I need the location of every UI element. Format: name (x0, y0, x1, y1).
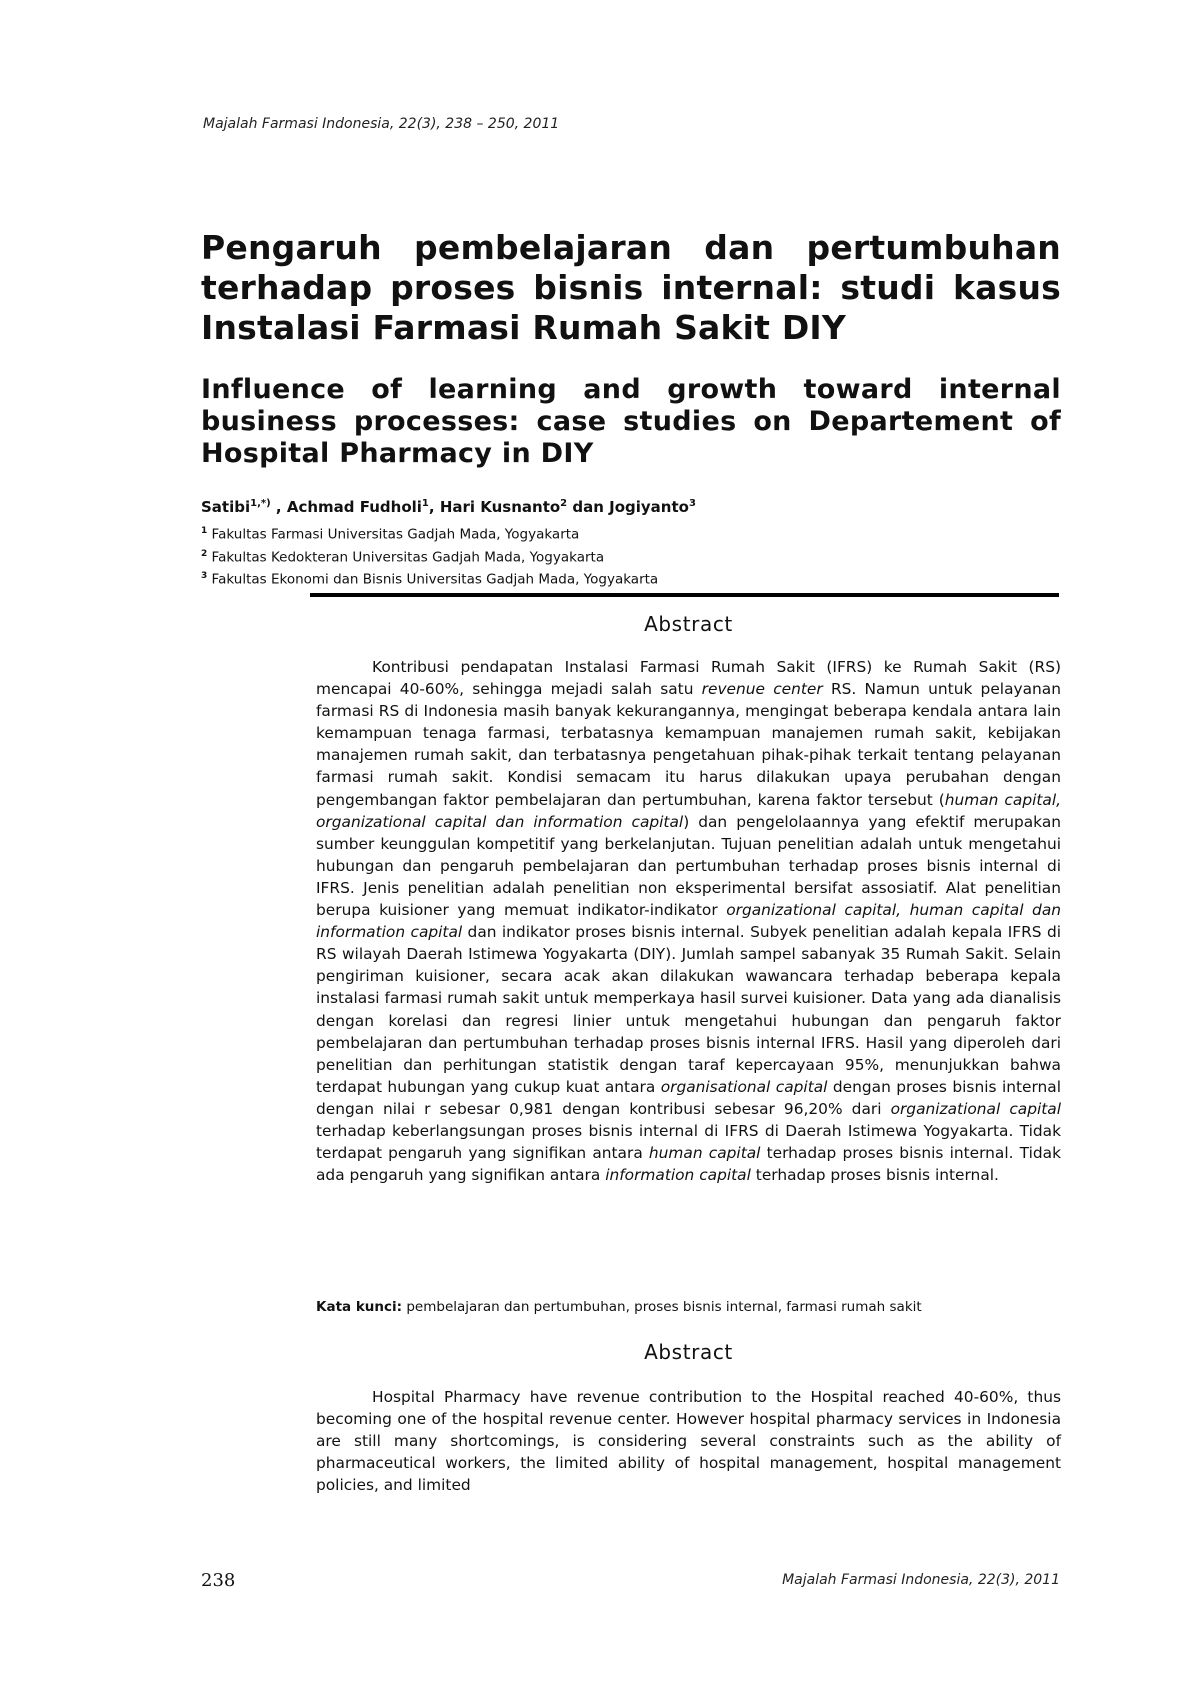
author-separator: , (270, 498, 287, 516)
author-name: Achmad Fudholi (286, 498, 422, 516)
author-list (201, 498, 696, 516)
abstract-text-segment: terhadap proses bisnis internal. Tidak ada pengaruh yang signifikan antara (316, 1144, 1061, 1185)
running-header-citation: Majalah Farmasi Indonesia, 22(3), 238 – 250, 2011 (203, 116, 560, 132)
affiliation-text: Fakultas Ekonomi dan Bisnis Universitas Gadjah Mada, Yogyakarta (207, 571, 659, 588)
author-affiliation-mark: 1 (421, 498, 429, 509)
keywords (316, 1299, 1076, 1315)
abstract-text-segment: RS. Namun untuk pelayanan farmasi RS di Indonesia masih banyak kekurangannya, mengingat beberapa kendala antara lain kemampuan tenaga farmasi, terbatasnya kemampuan manajemen rumah sakit, kebijakan manajemen rumah sakit, dan terbatasnya pengetahuan pihak-pihak terkait tentang pelayanan farmasi rumah sakit. Kondisi semacam itu harus dilakukan upaya perubahan dengan pengembangan faktor pembelajaran dan pertumbuhan, karena faktor tersebut ( (316, 680, 1061, 809)
affiliation-list (201, 522, 658, 590)
section-divider (310, 593, 1059, 597)
affiliation-item (201, 567, 658, 590)
abstract-paragraph (316, 656, 1061, 1186)
abstract-italic-term: organizational capital (890, 1099, 1061, 1118)
abstract-text-segment: terhadap keberlangsungan proses bisnis internal di IFRS di Daerah Istimewa Yogyakarta. Tidak terdapat pengaruh yang signifikan antara (316, 1121, 1061, 1163)
article-title-english: Influence of learning and growth toward internal business processes: case studies on Departement of Hospital Pharmacy in DIY (201, 374, 1061, 469)
abstract-italic-term: organisational capital (660, 1077, 828, 1096)
author-affiliation-mark: 1,*) (250, 498, 271, 509)
author-separator: , (428, 498, 440, 516)
author-name: Jogiyanto (609, 498, 689, 516)
abstract-italic-term: human capital (648, 1144, 761, 1163)
affiliation-text: Fakultas Farmasi Universitas Gadjah Mada, Yogyakarta (207, 526, 580, 543)
abstract-italic-term: human capital, organizational capital dan information capital (316, 790, 1061, 831)
author-affiliation-mark: 3 (688, 498, 696, 509)
article-title-indonesian: Pengaruh pembelajaran dan pertumbuhan terhadap proses bisnis internal: studi kasus Instalasi Farmasi Rumah Sakit DIY (201, 228, 1061, 347)
abstract-italic-term: information capital (605, 1166, 751, 1185)
abstract-body-english (316, 1386, 1061, 1496)
keywords-label: Kata kunci: (316, 1299, 403, 1315)
author-name: Satibi (201, 498, 251, 516)
abstract-heading-indonesian: Abstract (644, 612, 733, 636)
abstract-text-segment: Kontribusi pendapatan Instalasi Farmasi Rumah Sakit (IFRS) ke Rumah Sakit (RS) mencapai 40-60%, sehingga mejadi salah satu (316, 658, 1061, 699)
abstract-text-segment: dengan proses bisnis internal dengan nilai r sebesar 0,981 dengan kontribusi sebesar 96,20% dari (316, 1077, 1061, 1118)
abstract-italic-term: organizational capital, human capital dan information capital (316, 901, 1062, 942)
keywords-text: pembelajaran dan pertumbuhan, proses bisnis internal, farmasi rumah sakit (406, 1299, 922, 1315)
abstract-text-segment: dan indikator proses bisnis internal. Subyek penelitian adalah kepala IFRS di RS wilayah Daerah Istimewa Yogyakarta (DIY). Jumlah sampel sabanyak 35 Rumah Sakit. Selain pengiriman kuisioner, secara acak akan dilakukan wawancara terhadap beberapa kepala instalasi farmasi rumah sakit untuk memperkaya hasil survei kuisioner. Data yang ada dianalisis dengan korelasi dan regresi linier untuk mengetahui hubungan dan pengaruh faktor pembelajaran dan pertumbuhan terhadap proses bisnis internal IFRS. Hasil yang diperoleh dari penelitian dan perhitungan statistik dengan taraf kepercayaan 95%, menunjukkan bahwa terdapat hubungan yang cukup kuat antara (316, 923, 1062, 1096)
author-affiliation-mark: 2 (560, 498, 568, 509)
abstract-text-segment: ) dan pengelolaannya yang efektif merupakan sumber keunggulan kompetitif yang berkelanjutan. Tujuan penelitian adalah untuk mengetahui hubungan dan pengaruh pembelajaran dan pertumbuhan terhadap proses bisnis internal di IFRS. Jenis penelitian adalah penelitian non eksperimental bersifat assosiatif. Alat penelitian berupa kuisioner yang memuat indikator-indikator (316, 812, 1062, 920)
author-separator: dan (567, 498, 610, 516)
footer-citation: Majalah Farmasi Indonesia, 22(3), 2011 (782, 1572, 1060, 1588)
abstract-italic-term: revenue center (701, 680, 823, 699)
abstract-body-indonesian (316, 656, 1061, 1186)
author-name: Hari Kusnanto (439, 498, 561, 516)
abstract-text-segment: terhadap proses bisnis internal. (750, 1166, 999, 1185)
affiliation-number: 1 (201, 526, 208, 536)
affiliation-number: 3 (201, 571, 208, 581)
page-number: 238 (201, 1570, 236, 1591)
affiliation-number: 2 (201, 548, 208, 559)
affiliation-item (201, 522, 658, 545)
affiliation-text: Fakultas Kedokteran Universitas Gadjah Mada, Yogyakarta (207, 549, 605, 565)
affiliation-item (201, 545, 658, 568)
abstract-paragraph: Hospital Pharmacy have revenue contribution to the Hospital reached 40-60%, thus becoming one of the hospital revenue center. However hospital pharmacy services in Indonesia are still many shortcomings, is considering several constraints such as the ability of pharmaceutical workers, the limited ability of hospital management, hospital management policies, and limited (316, 1388, 1061, 1495)
abstract-heading-english: Abstract (644, 1340, 733, 1364)
